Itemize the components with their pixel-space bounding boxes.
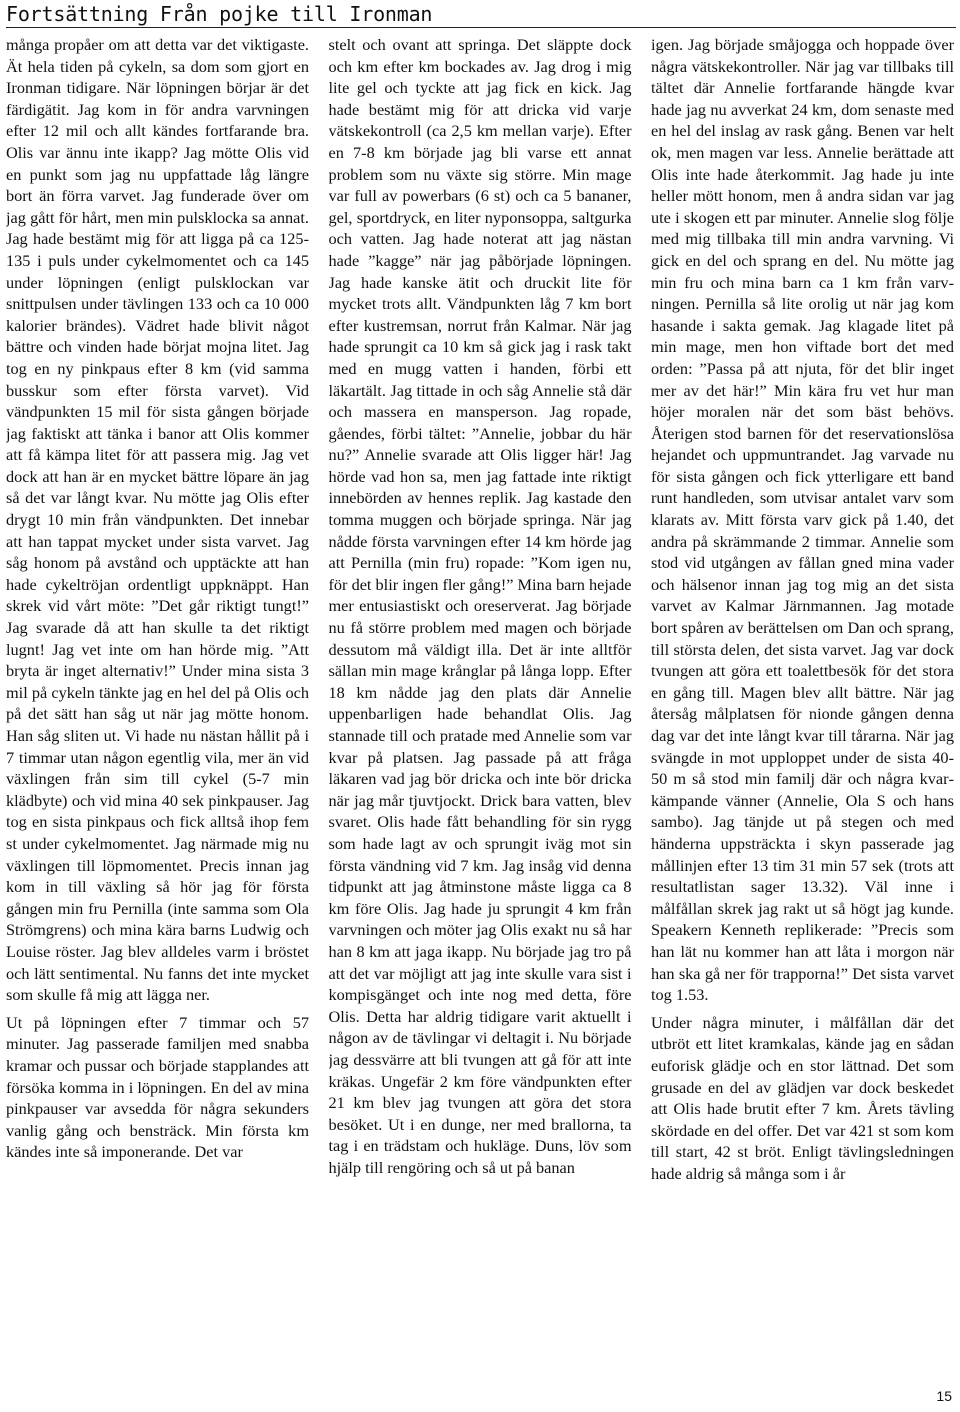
page-title: Fortsättning Från pojke till Ironman xyxy=(6,2,433,26)
article-body xyxy=(6,34,954,1380)
header-divider xyxy=(6,27,956,28)
paragraph: stelt och ovant att springa. Det släppte dock och km efter km bockades av. Jag drog i mig lite gel och tyckte att jag fick en kick. Jag hade bestämt mig för att dricka vid varje vätskekontroll (ca 2,5 km mellan varje). Efter en 7-8 km började jag bli varse ett annat problem som nu växte sig större. Min mage var full av powerbars (6 st) och ca 5 bananer, gel, sportdryck, en liter nyponsoppa, saltgurka och vatten. Jag hade noterat att jag nästan hade ”kagge” när jag påbörjade löpningen. Jag hade kanske ätit och druckit lite för mycket trots allt. Vändpunkten låg 7 km bort efter kustremsan, norrut från Kalmar. När jag hade sprungit ca 10 km så gick jag i rask takt med en mugg vatten i handen, förbi ett läkartält. Jag tittade in och såg Annelie stå där och massera en mansperson. Jag ropade, gåendes, förbi tältet: ”Annelie, jobbar du här nu?” Annelie svarade att Olis ligger här! Jag hörde vad hon sa, men jag fattade inte riktigt innebörden av hennes replik. Jag kastade den tomma muggen och började springa. När jag nådde första varvningen efter 14 km hörde jag att Pernilla (min fru) ropade: ”Kom igen nu, för det blir ingen fler gång!” Mina barn hejade mer entusiastiskt och oreserverat. Jag började nu få större problem med magen och började dessutom må väldigt illa. Det är inte alltför sällan min mage krånglar på långa lopp. Efter 18 km nådde jag den plats där Annelie uppenbarligen hade behandlat Olis. Jag stannade till och pratade med Annelie som var kvar på platsen. Jag passade på att fråga läkaren vad jag bör dricka och inte bör dricka när jag mår tjuvtjockt. Drick bara vatten, blev svaret. Olis hade fått behandling för sin rygg som hade lagt av och sprungit iväg mot sin första vändning vid 7 km. Jag insåg vid denna tidpunkt att jag åtminstone måste ligga ca 8 km före Olis. Jag hade ju sprungit 4 km från varvningen och möter jag Olis exakt nu så har han 8 km att jaga ikapp. Nu började jag tro på att det var möjligt att jag inte skulle vara sist i kompisgänget och inte nog med detta, före Olis. Detta har aldrig tidigare varit aktuellt i någon av de tävlingar vi deltagit i. Nu började jag dessvärre att bli tvungen att gå för att inte kräkas. Ungefär 2 km före vändpunkten efter 21 km blev jag tvungen att göra det stora besöket. Ut i en dunge, ner med brallorna, ta tag i en trädstam och hukläge. Duns, löv som hjälp till rengöring och så ut på banan xyxy=(328,35,632,1177)
page-header xyxy=(6,0,956,30)
page-number: 15 xyxy=(936,1388,952,1404)
paragraph: igen. Jag började småjogga och hoppade över några vätskekontroller. När jag var tillbaks till tältet där Annelie fortfarande hängde kvar hade jag nu avverkat 24 km, dom senaste med en hel del inslag av rask gång. Benen var helt ok, men magen var less. Annelie berättade att Olis inte hade återkommit. Jag hade ju inte heller mött honom, men å andra sidan var jag ute i skogen ett par minuter. Annelie slog följe med mig tillbaka till min andra varvning. Vi gick en del och sprang en del. Nu mötte jag min fru och mina barn ca 1 km från varvningen. Pernilla så lite orolig ut när jag kom hasande i sakta gemak. Jag klagade litet på min mage, men hon viftade bort det med orden: ”Passa på att njuta, för det blir inget mer av det här!” Min kära fru vet hur man höjer moralen när det som bäst behövs. Återigen stod barnen för det reservationslösa hejandet och uppmuntrandet. Jag varvade nu för sista gången och fick ytterligare ett band runt handleden, som utvisar antalet varv som klarats av. Mitt första varv gick på 1.40, det andra på skrämmande 2 timmar. Annelie som stod vid utgången av fållan gned mina vader och hälsenor innan jag tog mig an det sista varvet av Kalmar Järnmannen. Jag motade bort spåren av berättelsen om Dan och sprang, till största delen, det sista varvet. Jag var dock tvungen att göra ett toalettbesök för det stora en gång till. Magen blev allt bättre. När jag återsåg målplatsen för nionde gången denna dag var det inte långt kvar till tårarna. När jag svängde in mot upploppet under de sista 40-50 m så stod min familj där och några kvarkämpande vänner (Annelie, Ola S och hans sambo). Jag tänjde ut på stegen och med händerna uppsträckta i skyn passerade jag mållinjen efter 13 tim 31 min 57 sek (trots att resultatlistan sager 13.32). Väl inne i målfållan skrek jag rakt ut så högt jag kunde. Speakern Kenneth replikerade: ”Precis som han lät nu kommer han att låta i morgon när han ska gå ner för trapporna!” Det sista varvet tog 1.53. xyxy=(651,35,954,1005)
paragraph: många propåer om att detta var det viktigaste. Ät hela tiden på cykeln, sa dom som gjort en Ironman tidigare. När löpningen börjar är det färdigätit. Jag kom in för andra varvningen efter 12 mil och allt kändes fortfarande bra. Olis var ännu inte ikapp? Jag mötte Olis vid en punkt som jag nu uppfattade låg längre bort än förra varvet. Jag funderade över om jag gått för hårt, men min pulsklocka sa annat. Jag hade bestämt mig för att ligga på ca 125-135 i puls under cykelmomentet och ca 145 under löpningen (enligt pulsklockan var snittpulsen under tävlingen 133 och ca 10 000 kalorier brändes). Vädret hade blivit något bättre och vinden hade börjat mojna litet. Jag tog en ny pinkpaus efter 8 km (vid samma busskur som efter första varvet). Vid vändpunkten 15 mil för sista gången började jag faktiskt att tänka i banor att Olis kommer att få kämpa litet för att passera mig. Jag vet dock att han är en mycket bättre löpare än jag så det var långt kvar. Nu mötte jag Olis efter drygt 10 min från vändpunkten. Det innebar att han tappat mycket under sista varvet. Jag såg honom på avstånd och upptäckte att han hade cykeltröjan ordentligt uppknäppt. Han skrek vid vårt möte: ”Det går riktigt tungt!” Jag svarade då att han skulle ta det riktigt lugnt! Jag vet inte om han hörde mig. ”Att bryta är inget alternativ!” Under mina sista 3 mil på cykeln tänkte jag en hel del på Olis och på det sätt han såg ut när jag mötte honom. Han såg sliten ut. Vi hade nu nästan hållit på i 7 timmar utan någon egentlig vila, mer än vid växlingen från sim till cykel (5-7 min klädbyte) och vid mina 40 sek pinkpauser. Jag tog en sista pinkpaus och fick alltså ihop fem st under cykelmomentet. Jag närmade mig nu växlingen till löpmomentet. Precis innan jag kom in till växling så hör jag för första gången min fru Pernilla (inte samma som Ola Strömgrens) och mina kära barns Ludwig och Louise röster. Jag blev alldeles varm i bröstet och lätt sentimental. Nu fanns det inte mycket som skulle få mig att lägga ner. xyxy=(6,35,309,1005)
paragraph: Ut på löpningen efter 7 timmar och 57 minuter. Jag passerade familjen med snabba kramar och pussar och började stapplandes att försöka komma in i löpningen. En del av mina pinkpauser var avsedda för några sekunders vanlig gång och bensträck. Min första km kändes inte så imponerande. Det var xyxy=(6,1012,309,1162)
text-column-3 xyxy=(651,34,954,1380)
paragraph: Under några minuter, i målfållan där det utbröt ett litet kramkalas, kände jag en sådan euforisk glädje och en stor lättnad. Det som grusade en del av glädjen var dock beskedet att Olis hade brutit efter 7 km. Årets tävling skördade en del offer. Det var 421 st som kom till start, 42 st bröt. Enligt tävlingsledningen hade aldrig så många som i år xyxy=(651,1012,954,1183)
text-column-2 xyxy=(329,34,632,1380)
text-column-1 xyxy=(6,34,309,1380)
